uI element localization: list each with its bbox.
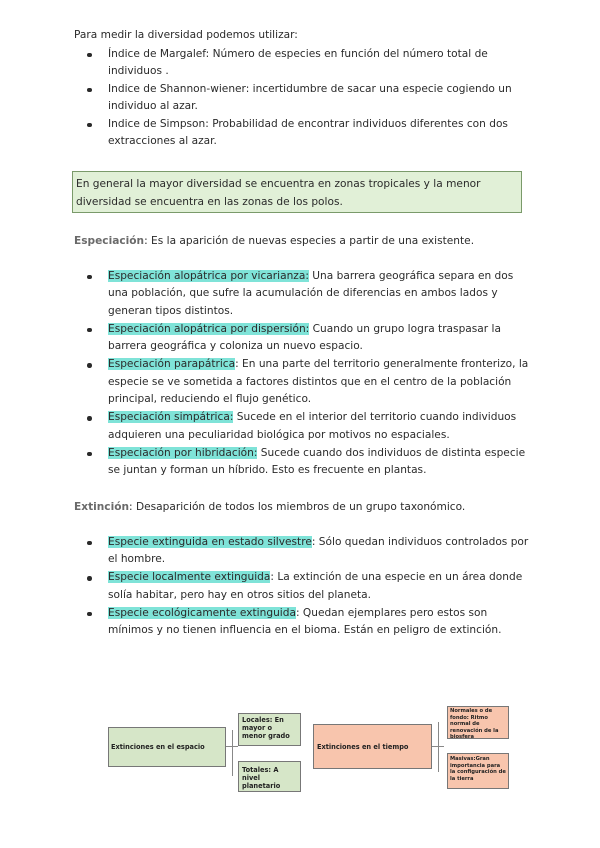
- list-item: [74, 445, 534, 480]
- connector-line: [232, 730, 233, 776]
- highlighted-term: Especie extinguida en estado silvestre: [108, 535, 312, 548]
- item-text: Sucede cuando dos individuos de distinta especie se juntan y forman un híbrido. Esto es frecuente en plantas.: [108, 446, 526, 476]
- masivas-box: Masivas:Gran importancia para la configuración de la tierra: [447, 753, 509, 789]
- highlighted-term: Especiación alopátrica por dispersión:: [108, 322, 310, 335]
- highlighted-term: Especiación alopátrica por vicarianza:: [108, 269, 309, 282]
- list-item: [74, 268, 534, 321]
- especiacion-definition: [74, 233, 534, 251]
- especiacion-list: [74, 268, 534, 480]
- highlighted-term: Especiación parapátrica: [108, 358, 236, 370]
- extincion-list: [74, 534, 534, 640]
- especiacion-definition-text: : Es la aparición de nuevas especies a partir de una existente.: [144, 235, 475, 247]
- item-text: : Quedan ejemplares pero estos son mínimos y no tienen influencia en el bioma. Están en peligro de extinción.: [108, 606, 502, 636]
- diversity-indices: [74, 27, 534, 151]
- index-shannon: Indice de Shannon-wiener: incertidumbre de sacar una especie cogiendo un individuo al azar.: [74, 81, 534, 116]
- normales-box: Normales o de fondo: Ritmo normal de renovación de la biosfera: [447, 706, 509, 739]
- extinciones-tiempo-box: Extinciones en el tiempo: [313, 724, 432, 769]
- diversity-note: En general la mayor diversidad se encuentra en zonas tropicales y la menor diversidad se encuentra en las zonas de los polos.: [72, 171, 522, 213]
- item-text: : Sólo quedan individuos controlados por el hombre.: [108, 535, 529, 565]
- totales-box: Totales: A nivel planetario: [238, 761, 301, 792]
- list-item: [74, 605, 534, 640]
- locales-box: Locales: En mayor o menor grado: [238, 713, 301, 746]
- index-simpson: Indice de Simpson: Probabilidad de encontrar individuos diferentes con dos extracciones al azar.: [74, 116, 534, 151]
- extinciones-espacio-box: Extinciones en el espacio: [108, 727, 226, 767]
- list-item: [74, 356, 534, 409]
- extincion-definition-text: : Desaparición de todos los miembros de un grupo taxonómico.: [129, 501, 466, 513]
- list-item: [74, 534, 534, 569]
- item-text: : La extinción de una especie en un área donde solía habitar, pero hay en otros sitios del planeta.: [108, 571, 523, 601]
- especiacion-section: [74, 233, 534, 480]
- item-text: Sucede en el interior del territorio cuando individuos adquieren una peculiaridad biológica por motivos no espaciales.: [108, 411, 517, 441]
- highlighted-term: Especie localmente extinguida: [108, 571, 271, 583]
- especiacion-term: Especiación: [74, 235, 145, 247]
- item-text: Cuando un grupo logra traspasar la barrera geográfica y coloniza un nuevo espacio.: [108, 322, 501, 352]
- extincion-definition: [74, 499, 534, 517]
- extincion-term: Extinción: [74, 501, 130, 513]
- connector-line: [438, 722, 439, 772]
- highlighted-term: Especiación por hibridación:: [108, 446, 258, 459]
- highlighted-term: Especie ecológicamente extinguida: [108, 606, 296, 619]
- list-item: [74, 321, 534, 356]
- indices-list: [74, 46, 534, 151]
- intro-lead: Para medir la diversidad podemos utilizar:: [74, 29, 298, 41]
- highlighted-term: Especiación simpátrica:: [108, 411, 234, 423]
- extincion-section: [74, 499, 534, 640]
- list-item: [74, 409, 534, 444]
- index-margalef: Índice de Margalef: Número de especies en función del número total de individuos .: [74, 46, 534, 81]
- item-text: : En una parte del territorio generalmente fronterizo, la especie se ve sometida a factores distintos que en el centro de la población principal, reduciendo el flujo genético.: [108, 358, 529, 405]
- item-text: Una barrera geográfica separa en dos una población, que sufre la acumulación de diferencias en ambos lados y generan tipos distintos.: [108, 269, 514, 317]
- list-item: [74, 569, 534, 604]
